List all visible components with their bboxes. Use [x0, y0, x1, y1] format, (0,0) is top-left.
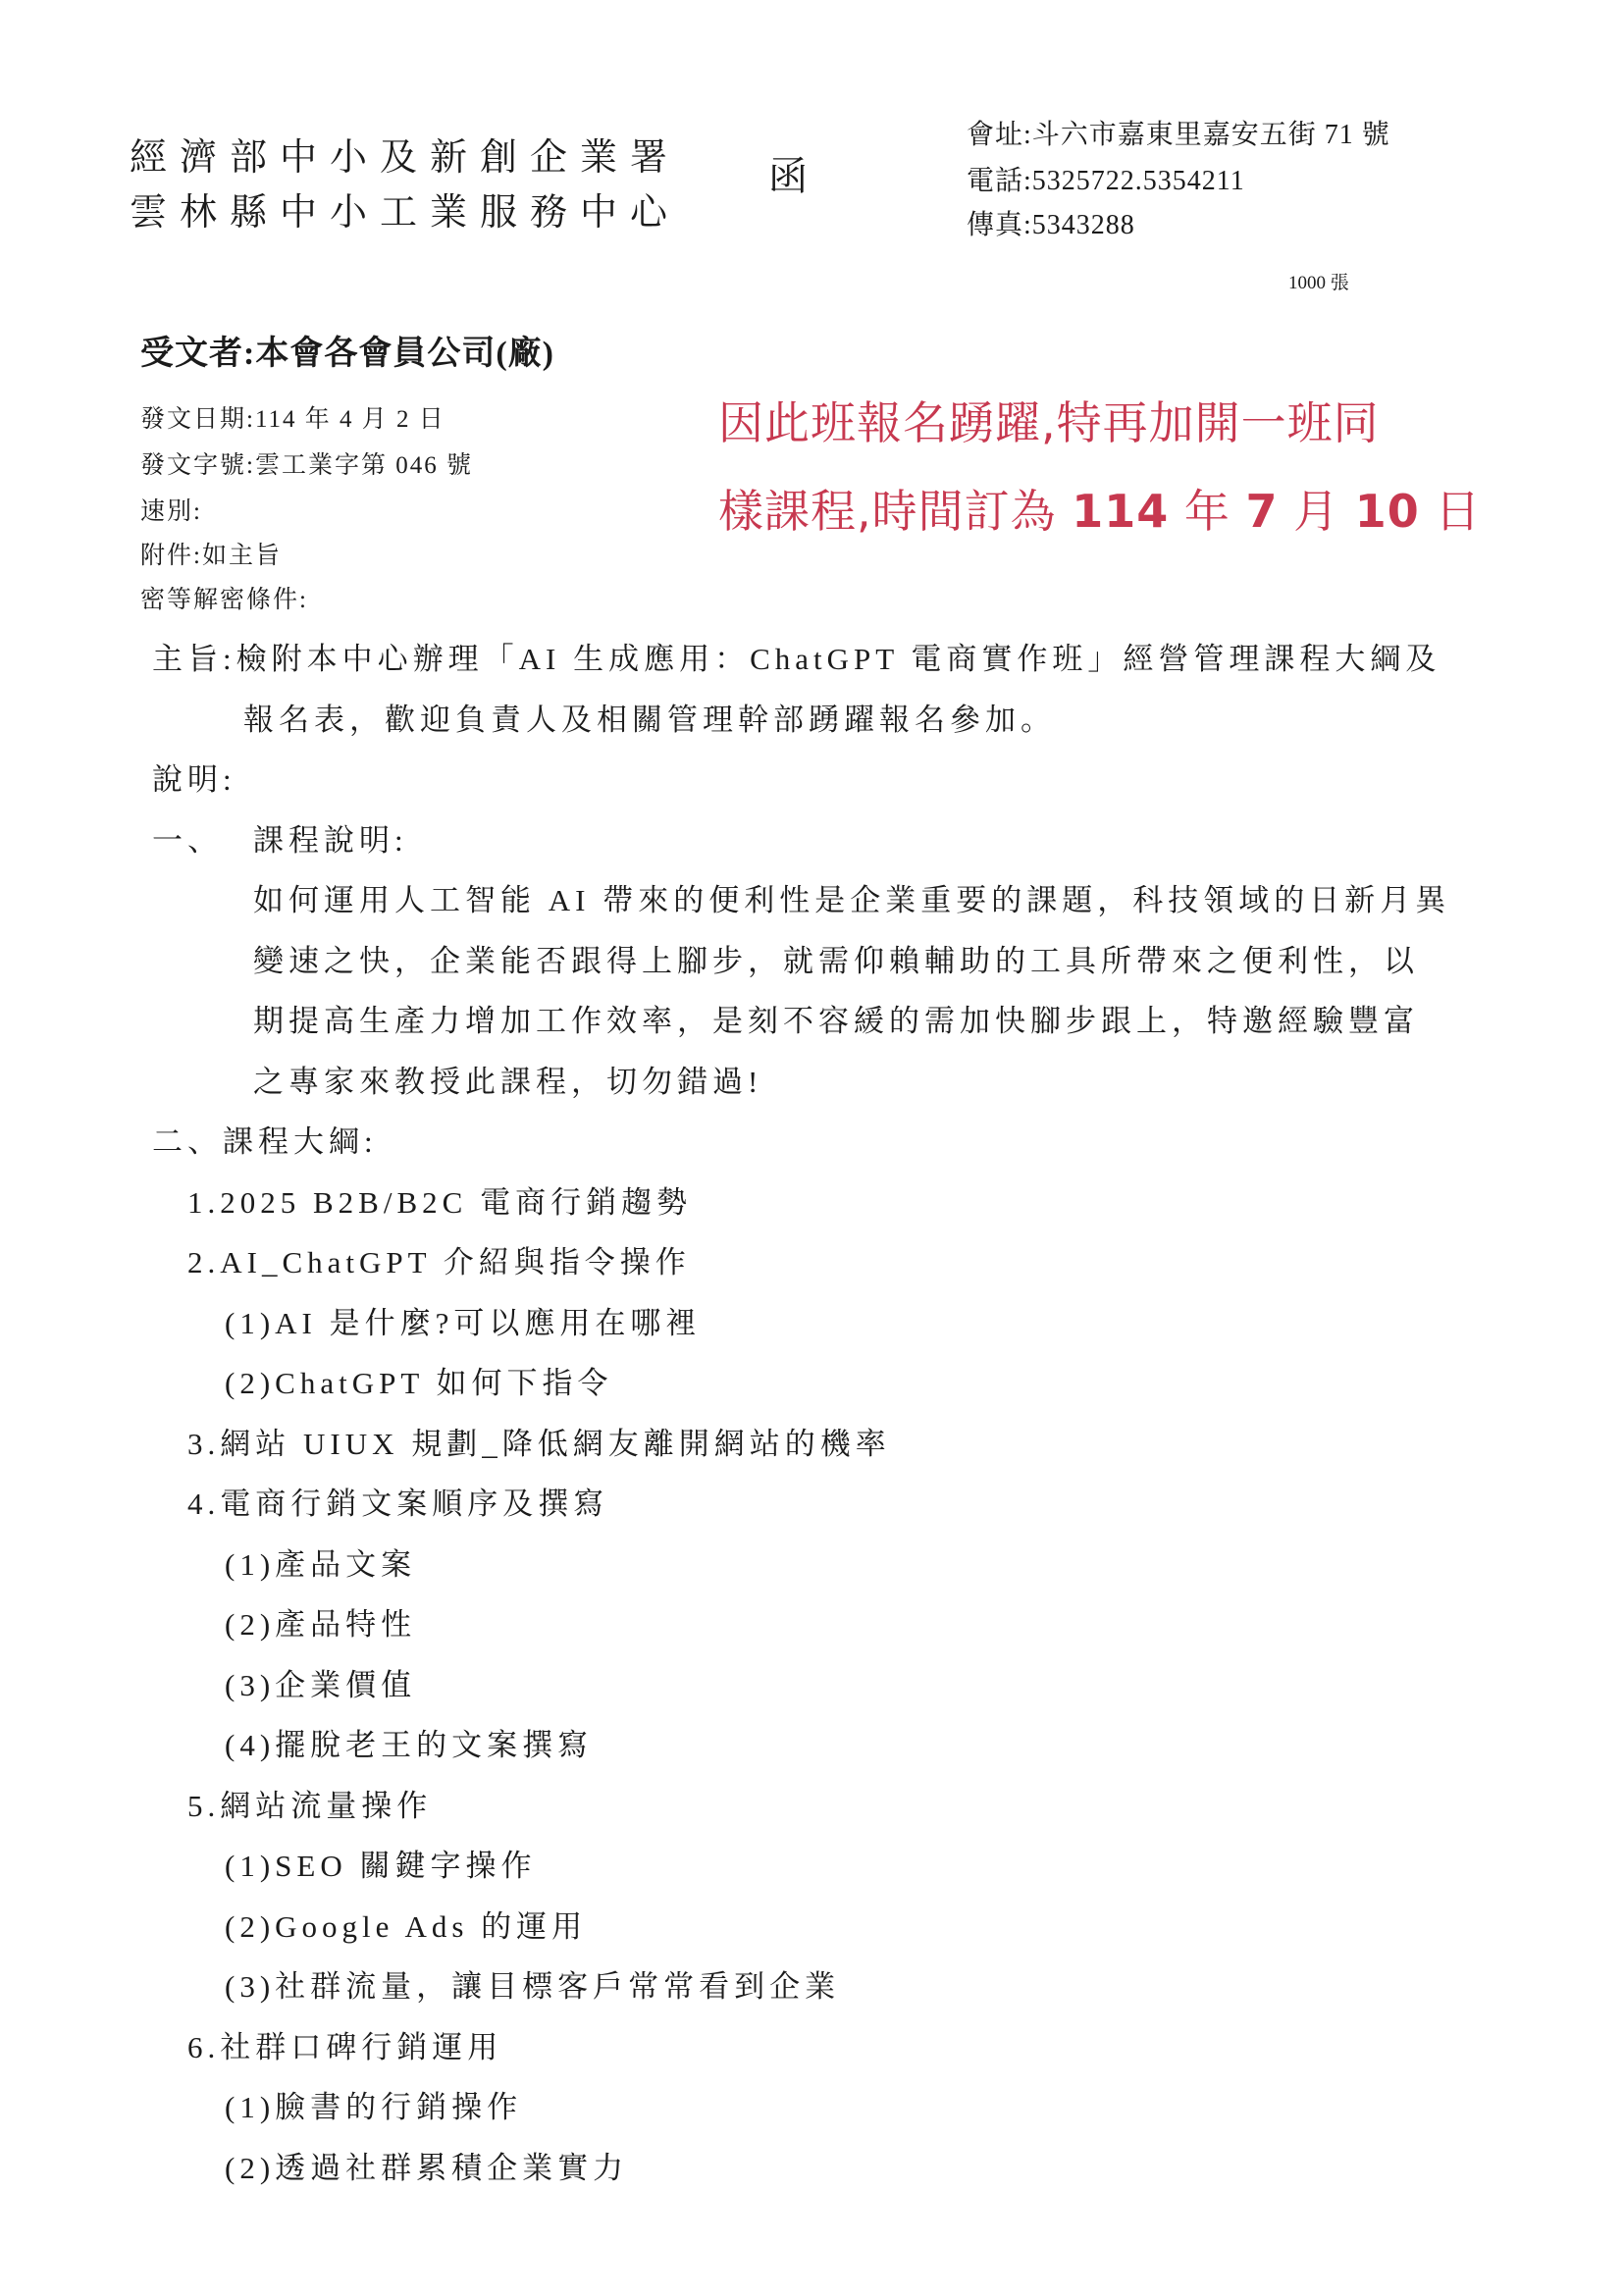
notice-line2 [718, 485, 1481, 539]
notice-month: 7 [1245, 485, 1279, 538]
notice-text: 月 [1278, 485, 1355, 538]
section1-title: 課程說明: [253, 822, 408, 858]
outline-item: 4.電商行銷文案順序及撰寫 [187, 1487, 609, 1521]
outline-item: 5.網站流量操作 [187, 1788, 433, 1823]
outline-subitem: (2)產品特性 [225, 1607, 417, 1642]
outline-subitem: (1)臉書的行銷操作 [225, 2090, 523, 2124]
notice-text: 年 [1169, 485, 1246, 538]
section1-paragraph-line: 變速之快，企業能否跟得上腳步，就需仰賴輔助的工具所帶來之便利性，以 [253, 943, 1419, 978]
section1-paragraph-line: 期提高生產力增加工作效率，是刻不容緩的需加快腳步跟上，特邀經驗豐富 [253, 1004, 1419, 1038]
notice-day: 10 [1354, 485, 1420, 538]
outline-item: 6.社群口碑行銷運用 [187, 2029, 503, 2064]
notice-text: 日 [1419, 485, 1482, 538]
section1-paragraph-line: 之專家來教授此課程，切勿錯過! [253, 1064, 763, 1099]
notice-line1: 因此班報名踴躍,特再加開一班同 [718, 396, 1380, 449]
notice-text: 樣課程,時間訂為 [718, 485, 1073, 538]
outline-subitem: (1)SEO 關鍵字操作 [225, 1849, 537, 1883]
classification: 密等解密條件: [140, 587, 308, 613]
delivery-speed: 速別: [140, 498, 202, 525]
document-number: 發文字號:雲工業字第 046 號 [140, 452, 473, 479]
notice-year: 114 [1072, 485, 1170, 538]
document-type: 函 [768, 154, 808, 198]
outline-item: 3.網站 UIUX 規劃_降低網友離開網站的機率 [187, 1426, 891, 1461]
section1-number: 一、 [152, 822, 223, 858]
document-body [0, 629, 1623, 2198]
outline-subitem: (3)企業價值 [225, 1667, 417, 1702]
subject-line2: 報名表，歡迎負責人及相關管理幹部踴躍報名參加。 [243, 702, 1056, 737]
outline-subitem: (2)ChatGPT 如何下指令 [225, 1366, 613, 1400]
outline-subitem: (2)透過社群累積企業實力 [225, 2150, 629, 2185]
outline-item: 2.AI_ChatGPT 介紹與指令操作 [187, 1245, 691, 1279]
agency-name-line1: 經濟部中小及新創企業署 [130, 137, 681, 179]
recipient: 受文者:本會各會員公司(廠) [140, 336, 554, 372]
section1-paragraph-line: 如何運用人工智能 AI 帶來的便利性是企業重要的課題，科技領域的日新月異 [253, 883, 1451, 917]
explanation-heading: 說明: [152, 762, 236, 797]
section2-heading: 二、課程大綱: [152, 1124, 378, 1159]
address: 會址:斗六市嘉東里嘉安五街 71 號 [967, 120, 1390, 150]
outline-subitem: (4)擺脫老王的文案撰寫 [225, 1728, 594, 1762]
section1-heading [0, 810, 1623, 871]
agency-name-line2: 雲林縣中小工業服務中心 [130, 192, 681, 234]
attachment: 附件:如主旨 [140, 543, 282, 569]
phone: 電話:5325722.5354211 [967, 166, 1245, 196]
outline-item: 1.2025 B2B/B2C 電商行銷趨勢 [187, 1184, 693, 1220]
fax: 傳真:5343288 [967, 210, 1135, 240]
outline-subitem: (2)Google Ads 的運用 [225, 1908, 588, 1944]
issue-date: 發文日期:114 年 4 月 2 日 [140, 406, 445, 433]
outline-subitem: (1)AI 是什麼?可以應用在哪裡 [225, 1305, 702, 1340]
outline-subitem: (3)社群流量，讓目標客戶常常看到企業 [225, 1969, 841, 2004]
print-count: 1000 張 [1288, 273, 1349, 293]
subject-line1: 主旨:檢附本中心辦理「AI 生成應用：ChatGPT 電商實作班」經營管理課程大綱及 [152, 642, 1441, 676]
outline-subitem: (1)產品文案 [225, 1546, 417, 1582]
